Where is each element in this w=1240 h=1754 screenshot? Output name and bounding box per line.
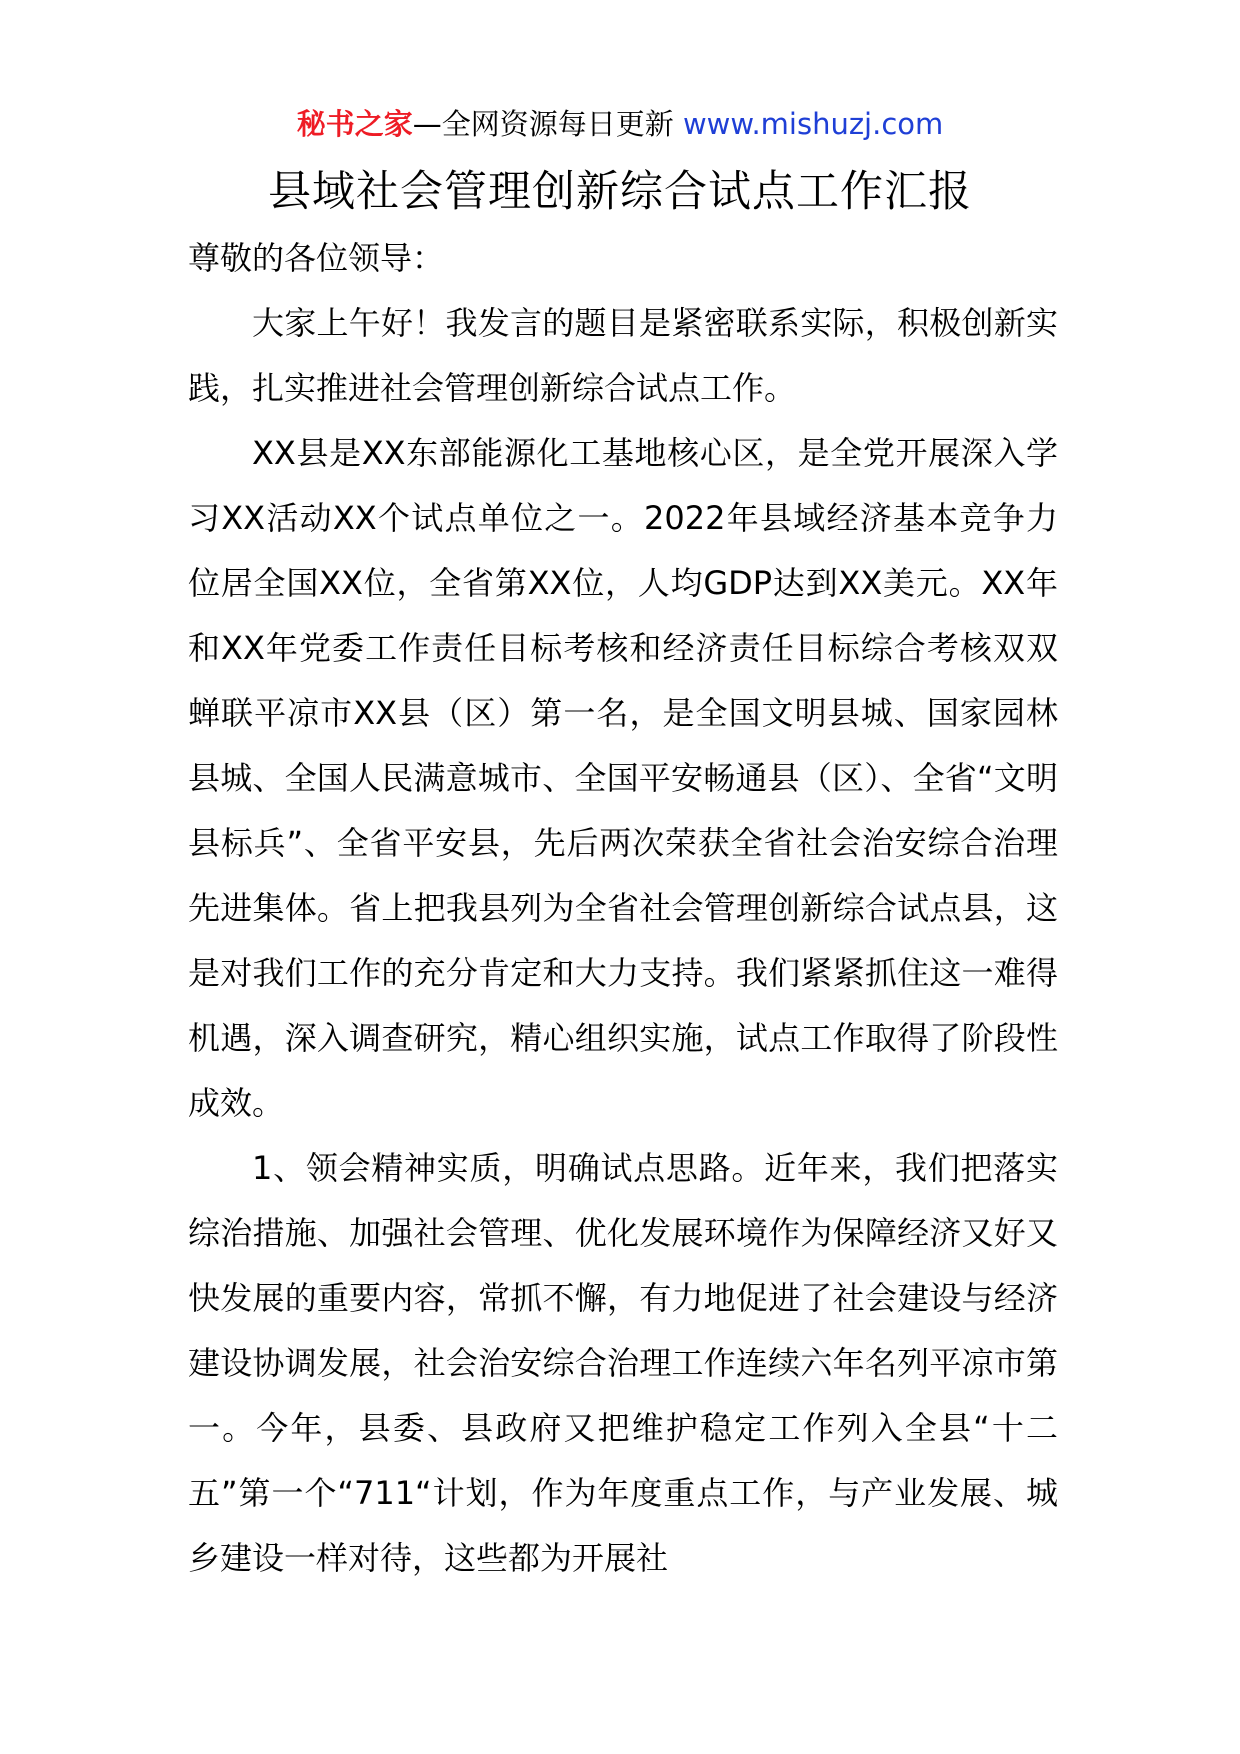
paragraph-pilot-approach: 1、领会精神实质，明确试点思路。近年来，我们把落实综治措施、加强社会管理、优化发展环境作为保障经济又好又快发展的重要内容，常抓不懈，有力地促进了社会建设与经济建设协调发展，社会治安综合治理工作连续六年名列平凉市第一。今年，县委、县政府又把维护稳定工作列入全县“十二五”第一个“711“计划，作为年度重点工作，与产业发展、城乡建设一样对待，这些都为开展社 xyxy=(188,1149,1058,1577)
salutation: 尊敬的各位领导： xyxy=(188,239,445,277)
brand-name: 秘书之家 xyxy=(296,107,413,141)
document-body xyxy=(188,226,1058,1591)
document-title: 县域社会管理创新综合试点工作汇报 xyxy=(268,167,972,217)
paragraph-county-overview: XX县是XX东部能源化工基地核心区，是全党开展深入学习XX活动XX个试点单位之一。2022年县域经济基本竞争力位居全国XX位，全省第XX位，人均GDP达到XX美元。XX年和XX年党委工作责任目标考核和经济责任目标综合考核双双蝉联平凉市XX县（区）第一名，是全国文明县城、国家园林县城、全国人民满意城市、全国平安畅通县（区）、全省“文明县标兵”、全省平安县，先后两次荣获全省社会治安综合治理先进集体。省上把我县列为全省社会管理创新综合试点县，这是对我们工作的充分肯定和大力支持。我们紧紧抓住这一难得机遇，深入调查研究，精心组织实施，试点工作取得了阶段性成效。 xyxy=(188,434,1058,1122)
header-slogan: —全网资源每日更新 xyxy=(412,107,683,141)
site-header xyxy=(0,100,1240,148)
paragraph-greeting: 大家上午好！我发言的题目是紧密联系实际，积极创新实践，扎实推进社会管理创新综合试点工作。 xyxy=(188,304,1058,407)
site-url-link[interactable]: www.mishuzj.com xyxy=(682,107,944,141)
